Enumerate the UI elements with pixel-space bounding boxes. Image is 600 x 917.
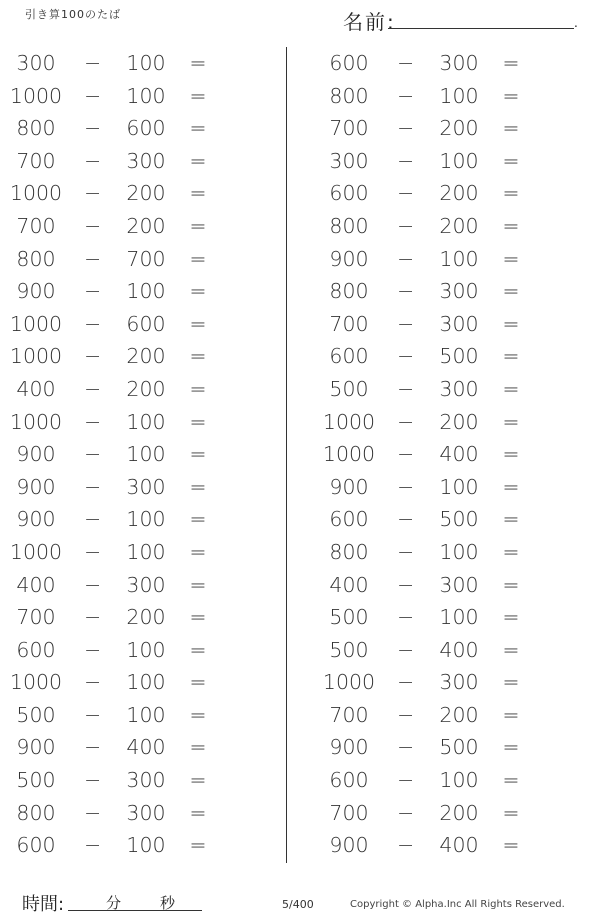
equals-sign: = <box>502 474 520 499</box>
problem-row <box>313 438 593 471</box>
equals-sign: = <box>189 474 207 499</box>
subtrahend: 600 <box>126 116 166 141</box>
equals-sign: = <box>189 670 207 695</box>
equals-sign: = <box>502 800 520 825</box>
problem-row <box>313 536 593 569</box>
equals-sign: = <box>189 768 207 793</box>
equals-sign: = <box>502 181 520 206</box>
equals-sign: = <box>502 311 520 336</box>
problem-row <box>0 47 280 80</box>
minutes-label: 分 <box>106 894 122 912</box>
problem-row <box>0 177 280 210</box>
minuend: 800 <box>329 279 369 304</box>
subtrahend: 300 <box>126 148 166 173</box>
equals-sign: = <box>502 539 520 564</box>
problem-row <box>0 699 280 732</box>
minus-sign: − <box>84 279 102 304</box>
subtrahend: 100 <box>126 637 166 662</box>
problem-row <box>313 699 593 732</box>
subtrahend: 100 <box>126 51 166 75</box>
equals-sign: = <box>502 51 520 75</box>
problem-row <box>0 503 280 536</box>
minus-sign: − <box>397 572 415 597</box>
equals-sign: = <box>502 670 520 695</box>
equals-sign: = <box>189 507 207 532</box>
subtrahend: 100 <box>126 539 166 564</box>
minus-sign: − <box>84 181 102 206</box>
minus-sign: − <box>397 833 415 858</box>
subtrahend: 300 <box>439 311 479 336</box>
equals-sign: = <box>189 344 207 369</box>
subtrahend: 300 <box>126 800 166 825</box>
subtrahend: 300 <box>439 376 479 401</box>
minus-sign: − <box>397 213 415 238</box>
problem-row <box>0 666 280 699</box>
minuend: 900 <box>329 246 369 271</box>
equals-sign: = <box>502 148 520 173</box>
equals-sign: = <box>502 246 520 271</box>
minuend: 1000 <box>9 181 63 206</box>
minuend: 900 <box>16 507 56 532</box>
subtrahend: 200 <box>126 181 166 206</box>
equals-sign: = <box>189 246 207 271</box>
subtrahend: 200 <box>439 409 479 434</box>
minus-sign: − <box>84 246 102 271</box>
problem-row <box>313 634 593 667</box>
equals-sign: = <box>502 637 520 662</box>
problem-row <box>313 80 593 113</box>
problem-row <box>313 308 593 341</box>
equals-sign: = <box>189 409 207 434</box>
subtrahend: 200 <box>439 800 479 825</box>
problem-row <box>313 47 593 80</box>
subtrahend: 100 <box>126 702 166 727</box>
subtrahend: 700 <box>126 246 166 271</box>
minus-sign: − <box>397 507 415 532</box>
subtrahend: 200 <box>126 344 166 369</box>
subtrahend: 500 <box>439 735 479 760</box>
subtrahend: 100 <box>126 279 166 304</box>
minus-sign: − <box>397 670 415 695</box>
subtrahend: 300 <box>439 670 479 695</box>
minus-sign: − <box>84 735 102 760</box>
problem-row <box>313 797 593 830</box>
minuend: 500 <box>329 605 369 630</box>
minus-sign: − <box>397 376 415 401</box>
subtrahend: 200 <box>126 376 166 401</box>
minus-sign: − <box>397 116 415 141</box>
problem-row <box>313 764 593 797</box>
minus-sign: − <box>397 181 415 206</box>
subtrahend: 100 <box>126 409 166 434</box>
problem-row <box>0 731 280 764</box>
minuend: 600 <box>329 344 369 369</box>
minus-sign: − <box>397 344 415 369</box>
problem-row <box>0 569 280 602</box>
subtrahend: 100 <box>126 670 166 695</box>
problem-row <box>313 210 593 243</box>
minus-sign: − <box>84 670 102 695</box>
minuend: 1000 <box>9 670 63 695</box>
minuend: 700 <box>16 605 56 630</box>
minus-sign: − <box>84 833 102 858</box>
minus-sign: − <box>397 409 415 434</box>
problem-column-right <box>313 47 593 862</box>
minuend: 900 <box>16 735 56 760</box>
equals-sign: = <box>189 833 207 858</box>
subtrahend: 400 <box>439 833 479 858</box>
subtrahend: 100 <box>439 605 479 630</box>
time-label: 時間: <box>22 894 65 915</box>
minus-sign: − <box>84 116 102 141</box>
minuend: 700 <box>329 800 369 825</box>
problem-row <box>0 145 280 178</box>
minus-sign: − <box>84 768 102 793</box>
copyright-notice: Copyright © Alpha.Inc All Rights Reserved. <box>350 899 565 910</box>
equals-sign: = <box>502 735 520 760</box>
problem-row <box>0 471 280 504</box>
minus-sign: − <box>84 344 102 369</box>
minus-sign: − <box>84 637 102 662</box>
minuend: 900 <box>16 474 56 499</box>
subtrahend: 200 <box>439 702 479 727</box>
minuend: 1000 <box>9 539 63 564</box>
subtrahend: 300 <box>439 572 479 597</box>
minuend: 900 <box>329 474 369 499</box>
minuend: 500 <box>329 376 369 401</box>
minuend: 800 <box>16 116 56 141</box>
subtrahend: 300 <box>126 768 166 793</box>
subtrahend: 100 <box>439 474 479 499</box>
minuend: 800 <box>329 213 369 238</box>
equals-sign: = <box>502 213 520 238</box>
name-field <box>343 4 583 34</box>
equals-sign: = <box>189 800 207 825</box>
minus-sign: − <box>397 768 415 793</box>
minuend: 1000 <box>322 442 376 467</box>
problem-row <box>313 601 593 634</box>
equals-sign: = <box>189 51 207 75</box>
subtrahend: 400 <box>439 637 479 662</box>
time-write-line <box>68 910 202 911</box>
minuend: 700 <box>16 213 56 238</box>
minuend: 800 <box>16 246 56 271</box>
equals-sign: = <box>502 605 520 630</box>
equals-sign: = <box>189 311 207 336</box>
page-number: 5/400 <box>282 898 314 911</box>
equals-sign: = <box>189 735 207 760</box>
subtrahend: 100 <box>439 148 479 173</box>
minus-sign: − <box>397 311 415 336</box>
problem-row <box>0 210 280 243</box>
minus-sign: − <box>84 311 102 336</box>
minus-sign: − <box>84 605 102 630</box>
equals-sign: = <box>502 833 520 858</box>
equals-sign: = <box>502 83 520 108</box>
minuend: 400 <box>16 572 56 597</box>
minuend: 900 <box>16 442 56 467</box>
problem-row <box>313 177 593 210</box>
equals-sign: = <box>189 148 207 173</box>
subtrahend: 100 <box>126 507 166 532</box>
subtrahend: 100 <box>126 83 166 108</box>
worksheet-title: 引き算100のたば <box>25 8 121 21</box>
minuend: 1000 <box>9 83 63 108</box>
subtrahend: 400 <box>439 442 479 467</box>
subtrahend: 300 <box>126 572 166 597</box>
problem-row <box>313 340 593 373</box>
minuend: 500 <box>16 702 56 727</box>
minus-sign: − <box>84 572 102 597</box>
minuend: 1000 <box>9 311 63 336</box>
minus-sign: − <box>84 702 102 727</box>
equals-sign: = <box>189 605 207 630</box>
equals-sign: = <box>502 344 520 369</box>
minuend: 600 <box>329 507 369 532</box>
subtrahend: 500 <box>439 507 479 532</box>
problem-row <box>0 308 280 341</box>
time-field <box>22 890 192 914</box>
minus-sign: − <box>84 148 102 173</box>
minus-sign: − <box>397 279 415 304</box>
problem-row <box>0 373 280 406</box>
problem-row <box>0 764 280 797</box>
minuend: 700 <box>329 311 369 336</box>
minus-sign: − <box>84 409 102 434</box>
problem-row <box>0 601 280 634</box>
minus-sign: − <box>397 637 415 662</box>
problem-row <box>0 634 280 667</box>
equals-sign: = <box>502 507 520 532</box>
minus-sign: − <box>397 735 415 760</box>
problem-row <box>0 829 280 862</box>
minus-sign: − <box>397 539 415 564</box>
problem-row <box>0 80 280 113</box>
problem-row <box>313 145 593 178</box>
subtrahend: 300 <box>439 51 479 75</box>
equals-sign: = <box>189 116 207 141</box>
problem-row <box>313 373 593 406</box>
minus-sign: − <box>84 507 102 532</box>
minuend: 1000 <box>322 670 376 695</box>
equals-sign: = <box>502 442 520 467</box>
subtrahend: 200 <box>439 181 479 206</box>
problem-row <box>313 569 593 602</box>
problem-column-left <box>0 47 280 862</box>
equals-sign: = <box>189 279 207 304</box>
name-end-dot: . <box>574 16 578 30</box>
minus-sign: − <box>397 246 415 271</box>
minuend: 700 <box>16 148 56 173</box>
minuend: 400 <box>16 376 56 401</box>
problem-row <box>0 406 280 439</box>
minuend: 600 <box>329 181 369 206</box>
equals-sign: = <box>502 409 520 434</box>
minus-sign: − <box>84 800 102 825</box>
minus-sign: − <box>84 442 102 467</box>
minuend: 600 <box>16 833 56 858</box>
minuend: 900 <box>329 735 369 760</box>
problem-row <box>0 438 280 471</box>
problem-row <box>0 536 280 569</box>
problem-row <box>0 797 280 830</box>
equals-sign: = <box>502 768 520 793</box>
minuend: 500 <box>16 768 56 793</box>
minuend: 700 <box>329 116 369 141</box>
minus-sign: − <box>397 605 415 630</box>
name-label: 名前: <box>343 10 396 34</box>
column-divider <box>286 47 287 863</box>
problem-row <box>313 275 593 308</box>
equals-sign: = <box>189 539 207 564</box>
name-write-line <box>388 28 574 29</box>
problem-row <box>313 731 593 764</box>
minuend: 900 <box>16 279 56 304</box>
problem-row <box>313 243 593 276</box>
subtrahend: 100 <box>439 768 479 793</box>
minuend: 600 <box>329 51 369 75</box>
problem-row <box>313 666 593 699</box>
subtrahend: 200 <box>439 116 479 141</box>
problem-row <box>313 829 593 862</box>
equals-sign: = <box>502 116 520 141</box>
subtrahend: 100 <box>439 539 479 564</box>
minus-sign: − <box>397 83 415 108</box>
subtrahend: 100 <box>439 83 479 108</box>
minuend: 600 <box>16 637 56 662</box>
problem-row <box>313 112 593 145</box>
minus-sign: − <box>397 148 415 173</box>
subtrahend: 300 <box>126 474 166 499</box>
equals-sign: = <box>189 376 207 401</box>
minuend: 300 <box>16 51 56 75</box>
minuend: 300 <box>329 148 369 173</box>
equals-sign: = <box>189 181 207 206</box>
equals-sign: = <box>189 572 207 597</box>
problem-row <box>0 275 280 308</box>
equals-sign: = <box>502 702 520 727</box>
seconds-label: 秒 <box>160 894 176 912</box>
minus-sign: − <box>397 51 415 75</box>
subtrahend: 200 <box>439 213 479 238</box>
minuend: 900 <box>329 833 369 858</box>
equals-sign: = <box>189 83 207 108</box>
minuend: 800 <box>329 83 369 108</box>
minuend: 1000 <box>9 344 63 369</box>
equals-sign: = <box>189 637 207 662</box>
equals-sign: = <box>189 702 207 727</box>
subtrahend: 100 <box>126 442 166 467</box>
minuend: 1000 <box>322 409 376 434</box>
minus-sign: − <box>397 702 415 727</box>
minus-sign: − <box>84 539 102 564</box>
equals-sign: = <box>502 572 520 597</box>
subtrahend: 100 <box>126 833 166 858</box>
subtrahend: 300 <box>439 279 479 304</box>
minus-sign: − <box>84 474 102 499</box>
subtrahend: 200 <box>126 213 166 238</box>
minuend: 400 <box>329 572 369 597</box>
subtrahend: 200 <box>126 605 166 630</box>
minuend: 700 <box>329 702 369 727</box>
minus-sign: − <box>397 442 415 467</box>
problem-row <box>313 406 593 439</box>
subtrahend: 400 <box>126 735 166 760</box>
problem-row <box>313 503 593 536</box>
minuend: 800 <box>329 539 369 564</box>
problem-row <box>0 340 280 373</box>
problem-row <box>0 112 280 145</box>
minus-sign: − <box>84 376 102 401</box>
minuend: 1000 <box>9 409 63 434</box>
subtrahend: 600 <box>126 311 166 336</box>
minus-sign: − <box>84 83 102 108</box>
minus-sign: − <box>84 213 102 238</box>
equals-sign: = <box>189 442 207 467</box>
minuend: 500 <box>329 637 369 662</box>
equals-sign: = <box>502 279 520 304</box>
equals-sign: = <box>189 213 207 238</box>
minus-sign: − <box>84 51 102 75</box>
subtrahend: 500 <box>439 344 479 369</box>
minus-sign: − <box>397 800 415 825</box>
subtrahend: 100 <box>439 246 479 271</box>
minuend: 800 <box>16 800 56 825</box>
problem-row <box>313 471 593 504</box>
minuend: 600 <box>329 768 369 793</box>
minus-sign: − <box>397 474 415 499</box>
equals-sign: = <box>502 376 520 401</box>
problem-row <box>0 243 280 276</box>
